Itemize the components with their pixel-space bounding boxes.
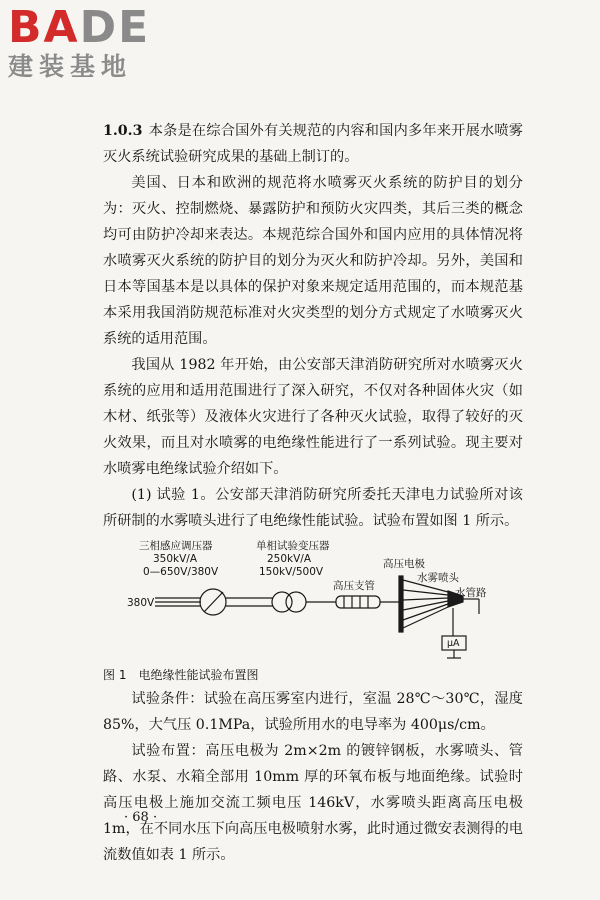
logo-wordmark — [8, 2, 151, 53]
paragraph-scope: 美国、日本和欧洲的规范将水喷雾灭火系统的防护目的划分为：灭火、控制燃烧、暴露防护和预防火灾四类，其后三类的概念均可由防护冷却来表达。本规范综合国外和国内应用的具体情况将水喷雾灭火系统的防护目的划分为灭火和防护冷却。另外，美国和日本等国基本是以具体的保护对象来规定适用范围的，而本规范基本采用我国消防规范标准对火灾类型的划分方式规定了水喷雾灭火系统的适用范围。 — [103, 175, 523, 347]
brand-logo — [8, 2, 151, 82]
transformer-label: 单相试验变压器 — [256, 540, 330, 552]
logo-gray-letters: DE — [79, 2, 151, 53]
section-paragraph — [103, 118, 523, 170]
figure-caption: 图 1 电绝缘性能试验布置图 — [103, 668, 259, 682]
section-number: 1.0.3 — [103, 123, 143, 139]
document-body — [103, 118, 523, 868]
electrode-label: 高压电极 — [383, 558, 425, 570]
paragraph-layout: 试验布置：高压电极为 2m×2m 的镀锌钢板，水雾喷头、管路、水泵、水箱全部用 10mm 厚的环氧布板与地面绝缘。试验时高压电极上施加交流工频电压 146kV，水雾喷头距离高压电极 1m，在不同水压下向高压电极喷射水雾，此时通过微安表测得的电流数值如表 1 所示。 — [103, 743, 523, 863]
nozzle-label: 水雾喷头 — [417, 572, 459, 584]
input-voltage-label: 380V — [127, 597, 155, 609]
paragraph-research: 我国从 1982 年开始，由公安部天津消防研究所对水喷雾灭火系统的应用和适用范围进行了深入研究，不仅对各种固体火灾（如木材、纸张等）及液体火灾进行了各种灭火试验，取得了较好的灭火效果，而且对水喷雾的电绝缘性能进行了一系列试验。现主要对水喷雾电绝缘试验介绍如下。 — [103, 357, 523, 477]
section-intro: 本条是在综合国外有关规范的内容和国内多年来开展水喷雾灭火系统试验研究成果的基础上制订的。 — [103, 123, 523, 165]
transformer-rating-1: 250kV/A — [267, 553, 312, 565]
regulator-rating-1: 350kV/A — [153, 553, 198, 565]
electrode-plate — [399, 576, 403, 632]
paragraph-conditions: 试验条件：试验在高压雾室内进行，室温 28℃～30℃，湿度 85%，大气压 0.1MPa，试验所用水的电导率为 400μs/cm。 — [103, 691, 523, 733]
microammeter-label: μA — [447, 638, 460, 649]
logo-red-letters: BA — [8, 2, 80, 53]
paragraph-test-1: (1) 试验 1。公安部天津消防研究所委托天津电力试验所对该所研制的水雾喷头进行了电绝缘性能试验。试验布置如图 1 所示。 — [103, 487, 523, 529]
pipe-label: 水管路 — [455, 587, 487, 599]
regulator-label: 三相感应调压器 — [139, 540, 213, 552]
transformer-rating-2: 150kV/500V — [259, 566, 324, 578]
page-number: · 68 · — [124, 810, 158, 825]
logo-subtitle: 建装基地 — [8, 52, 133, 81]
test-layout-figure — [103, 536, 523, 664]
regulator-rating-2: 0—650V/380V — [143, 566, 219, 578]
insulator-symbol — [336, 596, 380, 608]
insulator-label: 高压支管 — [333, 580, 375, 592]
transformer-secondary-symbol — [286, 592, 306, 612]
